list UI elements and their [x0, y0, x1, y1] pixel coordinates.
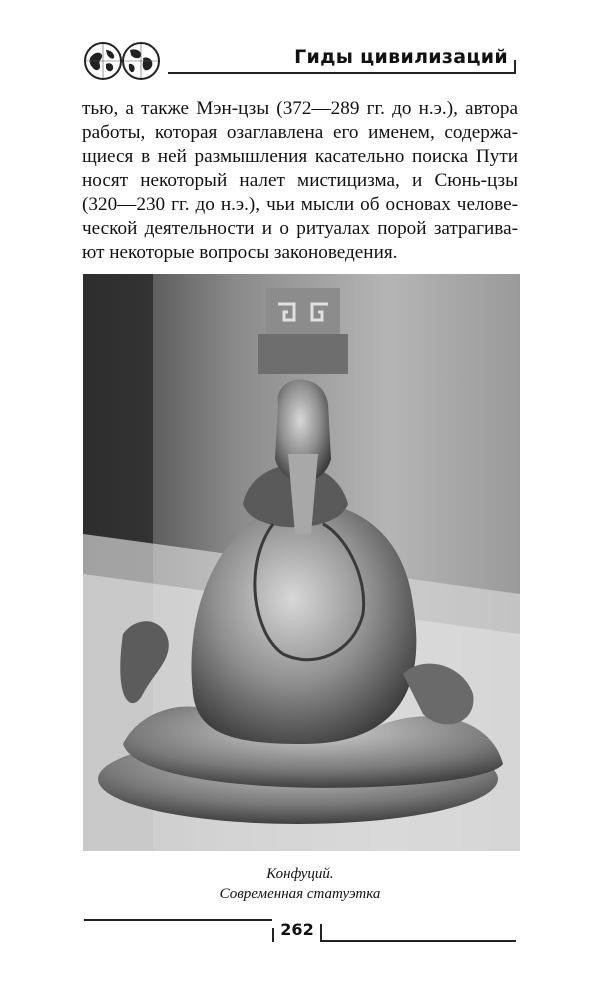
- footer-rule-right: [320, 940, 516, 942]
- text-line: щиеся в ней размышления касательно поиска Пути: [82, 146, 518, 167]
- footer-rule-tick: [320, 924, 322, 940]
- page-header: [0, 0, 600, 90]
- text-line: носят некоторый налет мистицизма, и Сюнь-цзы: [82, 170, 518, 191]
- body-paragraph: [82, 97, 518, 265]
- text-line: (320—230 гг. до н.э.), чьи мысли об основах челове-: [82, 194, 518, 215]
- globe-icon: [122, 42, 160, 80]
- caption-title: Конфуций.: [266, 866, 334, 882]
- caption-subtitle: Современная статуэтка: [219, 886, 381, 902]
- text-line: ческой деятельности и о ритуалах порой затрагива-: [82, 218, 518, 239]
- header-rule-tick: [514, 60, 516, 74]
- figure-caption: [82, 864, 518, 904]
- footer-rule-tick: [272, 928, 274, 942]
- statuette-photo: [83, 274, 520, 851]
- footer-rule-left: [84, 919, 272, 921]
- page-number: 262: [280, 920, 314, 939]
- text-line: тью, а также Мэн-цзы (372—289 гг. до н.э.), автора: [82, 98, 518, 119]
- text-line: работы, которая озаглавлена его именем, содержа-: [82, 122, 518, 143]
- globe-icon: [84, 42, 122, 80]
- text-line: ют некоторые вопросы законоведения.: [82, 242, 398, 263]
- running-title: Гиды цивилизаций: [294, 46, 508, 68]
- header-rule: [168, 72, 516, 74]
